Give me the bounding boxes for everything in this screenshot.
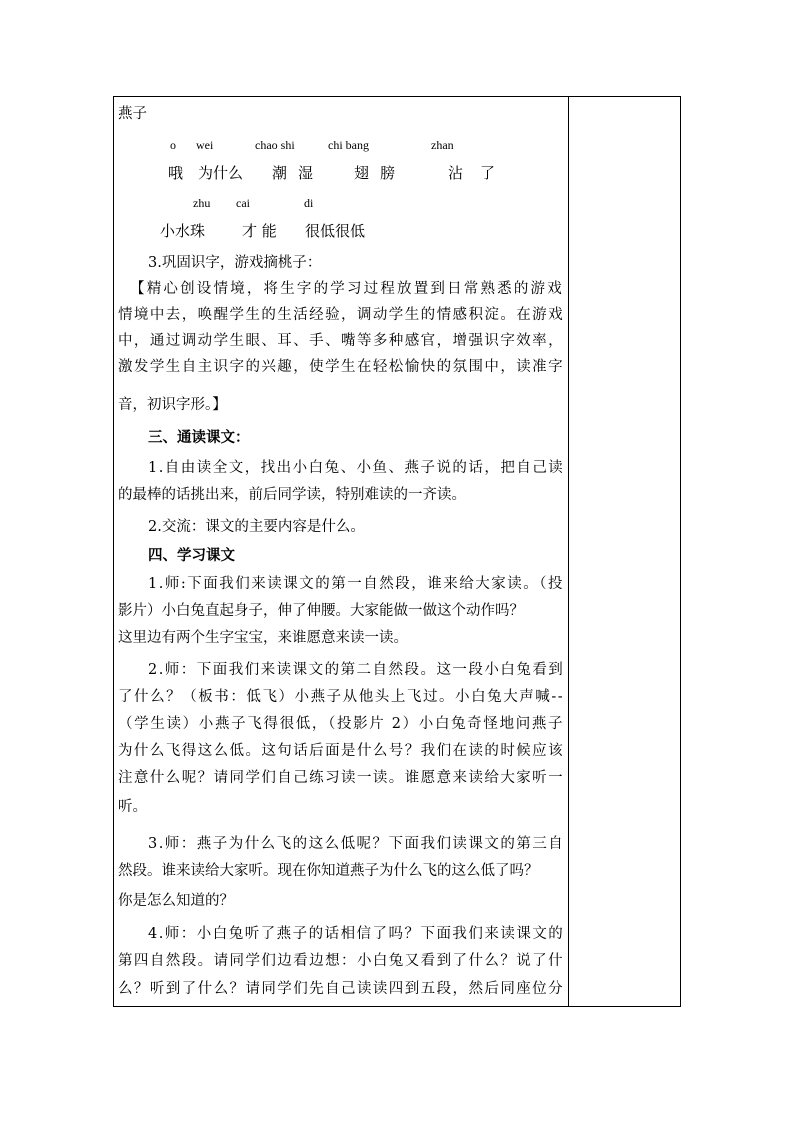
char-weishenme: 为什么 xyxy=(198,164,244,182)
pinyin-chao-shi: chao shi xyxy=(255,138,295,152)
char-o: 哦 xyxy=(168,164,184,182)
pinyin-o: o xyxy=(170,138,176,152)
section4-heading: 四、学习课文 xyxy=(148,548,235,564)
note-line: 【精心创设情境，将生字的学习过程放置到日常熟悉的游戏 xyxy=(130,281,564,297)
char-xiaoshuizhu: 小水珠 xyxy=(160,222,206,240)
note-line: 中，通过调动学生眼、耳、手、嘴等多种感官，增强识字效率， xyxy=(118,333,565,349)
char-caineng: 才 能 xyxy=(242,222,277,240)
char-shi: 湿 xyxy=(298,164,314,182)
s4-item3-line: 你是怎么知道的？ xyxy=(118,893,234,909)
char-bang: 膀 xyxy=(380,164,396,182)
char-chi: 翅 xyxy=(354,164,370,182)
note-line: 情境中去，唤醒学生的生活经验，调动学生的情感积淀。在游戏 xyxy=(118,307,565,323)
note-line: 激发学生自主识字的兴趣，使学生在轻松愉快的氛围中，读准字 xyxy=(118,359,565,375)
pinyin-di: di xyxy=(304,196,314,210)
s4-item4-line: 第四自然段。请同学们边看边想：小白兔又看到了什么？说了什 xyxy=(118,953,565,969)
pinyin-cai: cai xyxy=(236,196,250,210)
char-zhan: 沾 xyxy=(448,164,464,182)
pinyin-chi-bang: chi bang xyxy=(328,138,369,152)
title-word: 燕子 xyxy=(118,106,147,122)
pinyin-wei: wei xyxy=(196,138,214,152)
s3-item1-line: 的最棒的话挑出来，前后同学读，特别难读的一齐读。 xyxy=(118,487,466,503)
s4-item1-line: 影片）小白兔直起身子，伸了伸腰。大家能做一做这个动作吗？ xyxy=(118,603,524,619)
s4-item2-line: 了什么？（板书：低飞）小燕子从他头上飞过。小白兔大声喊-- xyxy=(118,689,565,705)
s3-item2: 2.交流：课文的主要内容是什么。 xyxy=(148,519,365,535)
step3-text: 3.巩固识字，游戏摘桃子： xyxy=(148,255,322,271)
s4-item4-line: 么？听到了什么？请同学们先自己读读四到五段，然后同座位分 xyxy=(118,981,565,997)
char-chao: 潮 xyxy=(272,164,288,182)
s4-item3-line: 3.师：燕子为什么飞的这么低呢？下面我们读课文的第三自 xyxy=(148,836,565,852)
s4-item2-line: （学生读）小燕子飞得很低，（投影片 2）小白兔奇怪地问燕子 xyxy=(118,716,565,732)
pinyin-zhan: zhan xyxy=(431,138,454,152)
s3-item1-line: 1.自由读全文，找出小白兔、小鱼、燕子说的话，把自己读 xyxy=(148,460,565,476)
s4-item2-line: 2.师：下面我们来读课文的第二自然段。这一段小白兔看到 xyxy=(148,662,565,678)
pinyin-zhu: zhu xyxy=(193,196,211,210)
char-hendihendi: 很低很低 xyxy=(305,222,366,240)
char-le: 了 xyxy=(480,164,496,182)
s4-item4-line: 4.师：小白兔听了燕子的话相信了吗？下面我们来读课文的 xyxy=(148,926,565,942)
s4-item2-line: 为什么飞得这么低。这句话后面是什么号？我们在读的时候应该 xyxy=(118,743,565,759)
section3-heading: 三、通读课文： xyxy=(148,430,250,446)
s4-item1-line: 1.师:下面我们来读课文的第一自然段，谁来给大家读。（投 xyxy=(148,576,564,592)
s4-item3-line: 然段。谁来读给大家听。现在你知道燕子为什么飞的这么低了吗？ xyxy=(118,863,539,879)
s4-item1-line: 这里边有两个生字宝宝，来谁愿意来读一读。 xyxy=(118,630,408,646)
s4-item2-line: 注意什么呢？请同学们自己练习读一读。谁愿意来读给大家听一 xyxy=(118,770,565,786)
note-line: 音，初识字形。】 xyxy=(118,397,227,413)
column-divider xyxy=(568,96,569,1007)
s4-item2-line: 听。 xyxy=(118,799,147,815)
